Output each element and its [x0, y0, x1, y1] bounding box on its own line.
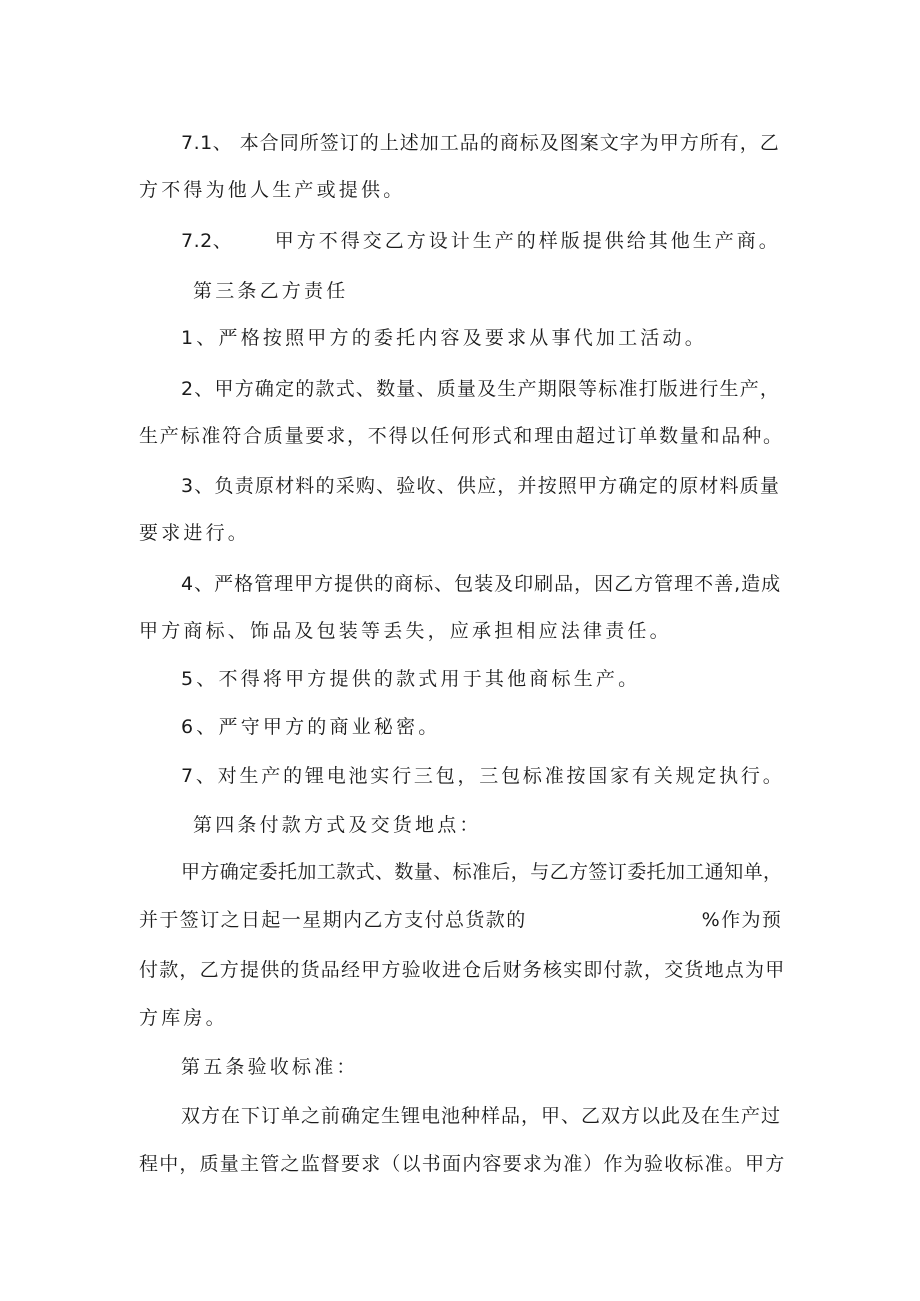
article-5-line-2: 程中，质量主管之监督要求（以书面内容要求为准）作为验收标准。甲方	[139, 1153, 786, 1175]
article-3-heading: 第三条乙方责任	[193, 280, 349, 302]
article-3-item-3-line-1: 3、负责原材料的采购、验收、供应，并按照甲方确定的原材料质量	[181, 475, 781, 497]
clause-7-2-separator: 、	[212, 230, 235, 252]
article-4-line-2	[139, 908, 782, 932]
article-4-line-4: 方库房。	[139, 1007, 228, 1029]
clause-7-1-line-1	[181, 131, 781, 155]
article-4-line-3: 付款，乙方提供的货品经甲方验收进仓后财务核实即付款，交货地点为甲	[139, 959, 786, 981]
clause-7-1-number: 7.1	[181, 132, 213, 154]
article-3-item-4-line-2: 甲方商标、饰品及包装等丢失，应承担相应法律责任。	[139, 620, 672, 642]
article-3-item-4-line-1: 4、严格管理甲方提供的商标、包装及印刷品，因乙方管理不善,造成	[181, 573, 782, 595]
clause-7-2-text: 甲方不得交乙方设计生产的样版提供给其他生产商。	[274, 230, 781, 252]
article-3-item-7: 7、对生产的锂电池实行三包，三包标准按国家有关规定执行。	[181, 765, 785, 787]
article-4-line-2-percent: %作为预	[701, 909, 783, 931]
article-3-item-3-line-2: 要求进行。	[139, 522, 251, 544]
article-5-heading: 第五条验收标准：	[181, 1056, 359, 1078]
article-5-line-1: 双方在下订单之前确定生锂电池种样品，甲、乙双方以此及在生产过	[181, 1105, 782, 1127]
article-3-item-5: 5、不得将甲方提供的款式用于其他商标生产。	[181, 668, 641, 690]
article-4-line-1: 甲方确定委托加工款式、数量、标准后，与乙方签订委托加工通知单，	[181, 861, 783, 883]
article-4-heading: 第四条付款方式及交货地点：	[193, 814, 482, 836]
article-3-item-2-line-2: 生产标准符合质量要求，不得以任何形式和理由超过订单数量和品种。	[139, 425, 784, 447]
article-4-line-2-text: 并于签订之日起一星期内乙方支付总货款的	[139, 909, 527, 931]
article-3-item-6: 6、严守甲方的商业秘密。	[181, 716, 441, 738]
clause-7-2-line	[181, 229, 781, 253]
clause-7-2-number: 7.2	[181, 230, 213, 252]
article-3-item-1: 1、严格按照甲方的委托内容及要求从事代加工活动。	[181, 327, 707, 349]
clause-7-1-line-2: 方不得为他人生产或提供。	[139, 179, 406, 201]
clause-7-1-text: 、 本合同所签订的上述加工品的商标及图案文字为甲方所有，乙	[212, 132, 780, 154]
article-3-item-2-line-1: 2、甲方确定的款式、数量、质量及生产期限等标准打版进行生产，	[181, 378, 781, 400]
